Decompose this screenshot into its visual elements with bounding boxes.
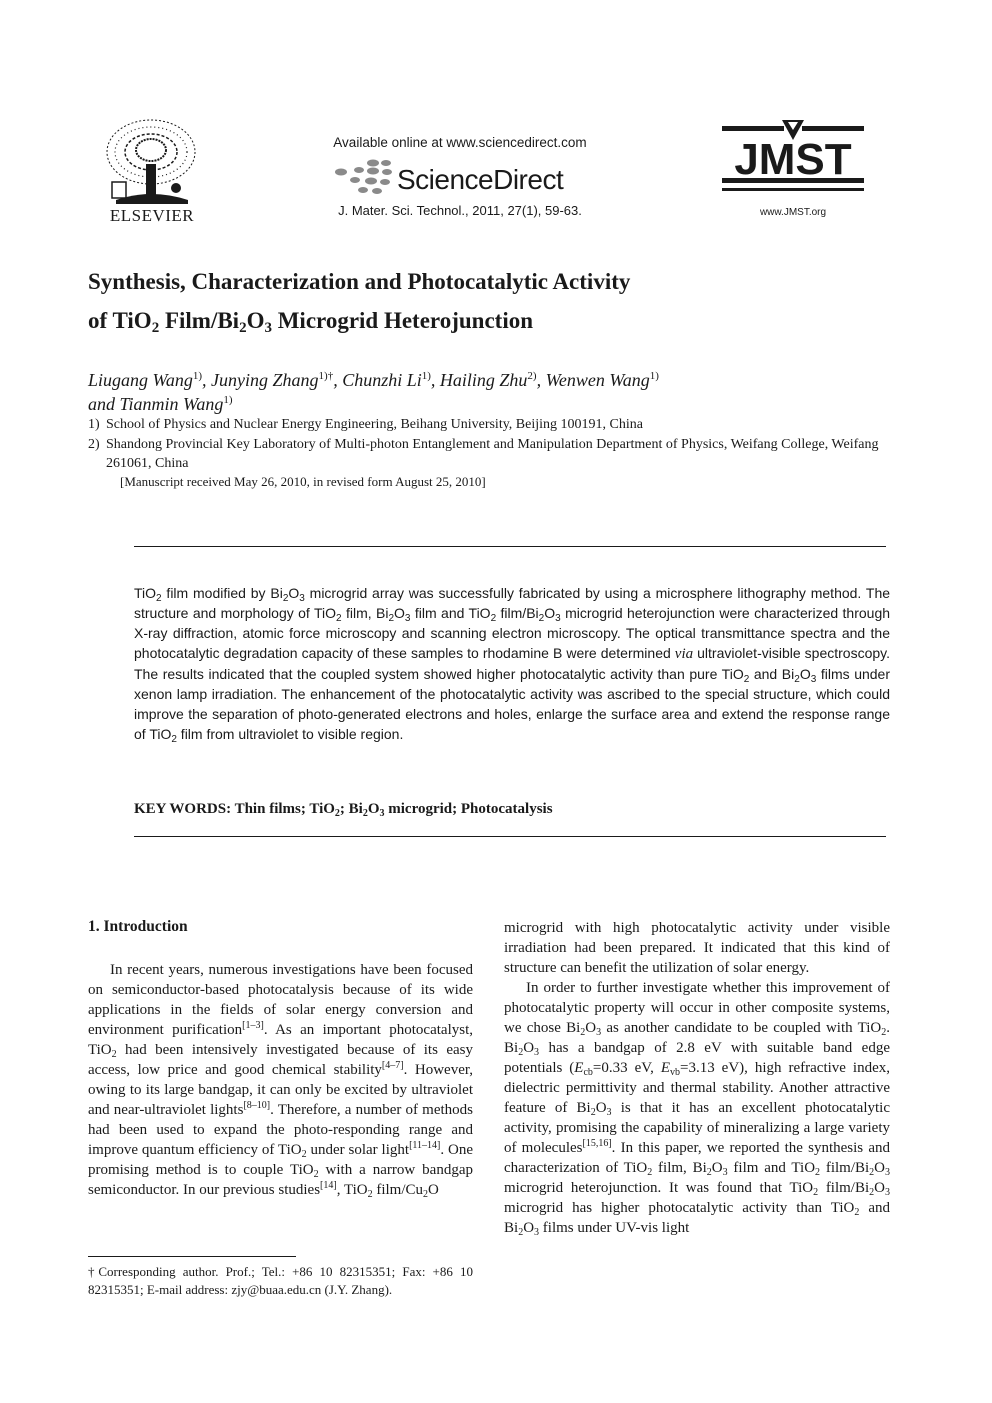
available-online-text: Available online at www.sciencedirect.com	[333, 135, 587, 150]
paper-title	[88, 262, 908, 340]
author-name: Wenwen Wang	[545, 370, 650, 390]
sciencedirect-wordmark: ScienceDirect	[397, 164, 564, 195]
author-name: Chunzhi Li	[342, 370, 422, 390]
footnote-divider	[88, 1256, 296, 1257]
author-name: Hailing Zhu	[439, 370, 528, 390]
author-name: Junying Zhang	[211, 370, 319, 390]
elsevier-wordmark: ELSEVIER	[109, 206, 195, 225]
divider-bottom	[134, 836, 886, 837]
manuscript-received: [Manuscript received May 26, 2010, in revised form August 25, 2010]	[120, 474, 486, 489]
affiliation-item: 2) Shandong Provincial Key Laboratory of Multi-photon Entanglement and Manipulation Department of Physics, Weifang College, Weifang 261061, China	[88, 436, 879, 471]
keywords: KEY WORDS: Thin films; TiO$_2$; $Bi_2O_3$ microgrid; Photocatalysis	[134, 801, 553, 819]
intro-paragraph-1-cont: microgrid with high photocatalytic activity under visible irradiation had been prepared. It indicated that this kind of structure can benefit the utilization of solar energy.	[504, 920, 890, 976]
intro-paragraph-2: In order to further investigate whether this improvement of photocatalytic property will occur in other composite systems, we chose $Bi_2O_3$ as another candidate to be coupled with TiO$_2$. $Bi_2O_3$ has a bandgap of 2.8 eV with suitable band edge potentials ($E_{cb}=0.33$ eV, $E_{vb}=3.13$ eV), high refractive index, dielectric permittivity and thermal stability. Another attractive feature of $Bi_2O_3$ is that it has an excellent photocatalytic activity, promising the capability of mineralizing a large variety of molecules[15,16]. In this paper, we reported the synthesis and characterization of TiO$_2$ film, $Bi_2O_3$ film and TiO$_2$ film/$Bi_2O_3$ microgrid heterojunction. It was found that TiO$_2$ film/$Bi_2O_3$ microgrid has higher photocatalytic activity than TiO$_2$ and $Bi_2O_3$ films under UV-vis light	[504, 980, 891, 1238]
authors-line-1: Liugang Wang$^{1)}$, Junying Zhang$^{1)\dagger}$, Chunzhi Li$^{1)}$, Hailing Zhu$^{2)}$, Wenwen Wang$^{1)}$	[88, 370, 659, 390]
jmst-logo	[718, 118, 868, 208]
corresponding-author-footnote: †Corresponding author. Prof.; Tel.: +86 10 82315351; Fax: +86 10 82315351; E-mail address: zjy@buaa.edu.cn (J.Y. Zhang).	[88, 1264, 473, 1297]
journal-url: www.JMST.org	[759, 207, 827, 218]
right-column	[504, 918, 890, 1238]
author-name: Tianmin Wang	[119, 394, 224, 414]
author-name: Liugang Wang	[88, 370, 193, 390]
author-list	[88, 368, 908, 416]
journal-citation: J. Mater. Sci. Technol., 2011, 27(1), 59-63.	[338, 203, 582, 218]
jmst-logo-text: JMST	[734, 135, 852, 184]
sciencedirect-dots-icon	[333, 158, 393, 198]
left-column	[88, 960, 473, 1200]
abstract: TiO$_2$ film modified by $Bi_2O_3$ microgrid array was successfully fabricated by using a microsphere lithography method. The structure and morphology of TiO$_2$ film, $Bi_2O_3$ film and TiO$_2$ film/$Bi_2O_3$ microgrid heterojunction were characterized through X-ray diffraction, atomic force microscopy and scanning electron microscopy. The optical transmittance spectra and the photocatalytic degradation capacity of these samples to rhodamine B were determined via ultraviolet-visible spectroscopy. The results indicated that the coupled system showed higher photocatalytic activity than pure TiO$_2$ and $Bi_2O_3$ films under xenon lamp irradiation. The enhancement of the photocatalytic activity was ascribed to the special structure, which could improve the separation of photo-generated electrons and holes, enlarge the surface area and extend the response range of TiO$_2$ film from ultraviolet to visible region.	[134, 585, 891, 745]
affiliations	[88, 415, 888, 474]
affiliation-item: 1) School of Physics and Nuclear Energy Engineering, Beihang University, Beijing 100191, China	[88, 417, 643, 432]
section-heading-introduction: 1. Introduction	[88, 918, 188, 935]
keywords-label: KEY WORDS:	[134, 801, 232, 817]
title-line-2: of TiO$_2$ Film/$Bi_2O_3$ Microgrid Heterojunction	[88, 308, 534, 336]
title-line-1: Synthesis, Characterization and Photocatalytic Activity	[88, 269, 631, 294]
intro-paragraph-1: In recent years, numerous investigations have been focused on semiconductor-based photocatalysis because of its wide applications in the fields of solar energy conversion and environment purification[1–3]. As an important photocatalyst, TiO$_2$ had been intensively investigated because of its easy access, low price and good chemical stability[4–7]. However, owing to its large bandgap, it can only be excited by ultraviolet and near-ultraviolet lights[8–10]. Therefore, a number of methods had been used to expand the photo-responding range and improve quantum efficiency of TiO$_2$ under solar light[11–14]. One promising method is to couple TiO$_2$ with a narrow bandgap semiconductor. In our previous studies[14], TiO$_2$ film/$Cu_2O$	[88, 962, 474, 1200]
divider-top	[134, 546, 886, 547]
authors-line-2: and Tianmin Wang$^{1)}$	[88, 394, 233, 414]
